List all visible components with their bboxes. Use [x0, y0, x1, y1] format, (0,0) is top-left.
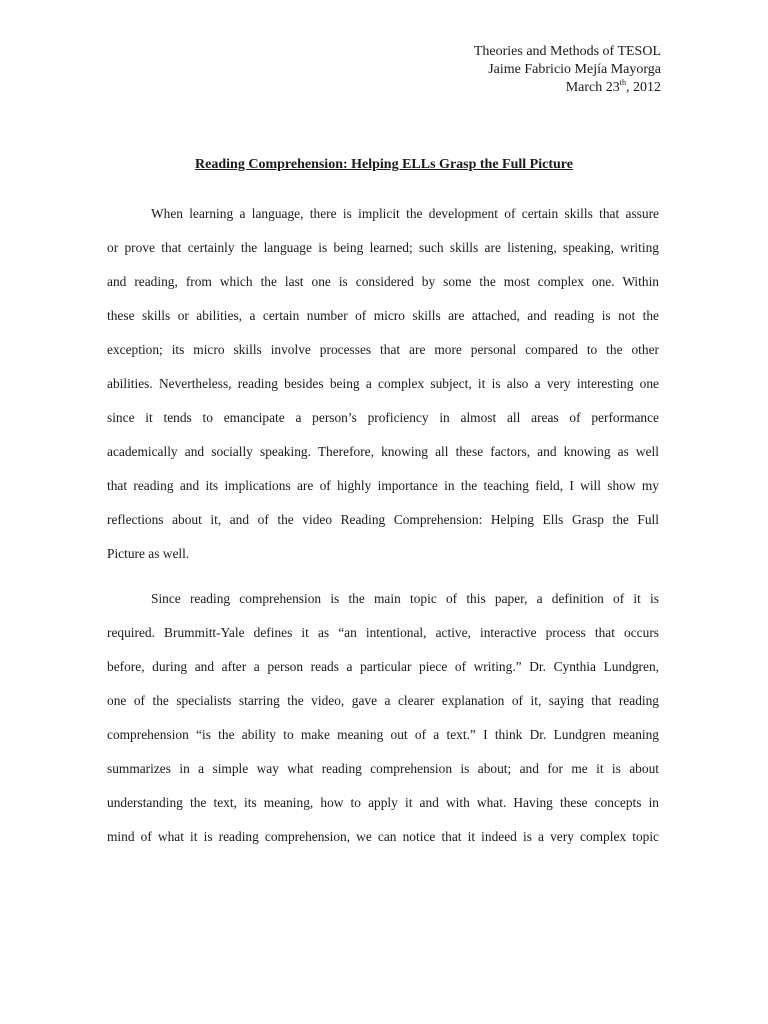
paragraph-line: that reading and its implications are of highly importance in the teaching field, I will show my — [107, 478, 659, 493]
paragraph-line: abilities. Nevertheless, reading besides being a complex subject, it is also a very interesting one — [107, 376, 659, 391]
paragraph-line: Since reading comprehension is the main topic of this paper, a definition of it is — [151, 591, 659, 606]
paragraph-line: comprehension “is the ability to make meaning out of a text.” I think Dr. Lundgren meaning — [107, 727, 659, 742]
paragraph-line: When learning a language, there is implicit the development of certain skills that assure — [151, 206, 659, 221]
paragraph-line: since it tends to emancipate a person’s proficiency in almost all areas of performance — [107, 410, 659, 425]
date-year: , 2012 — [626, 80, 661, 95]
paragraph-line: these skills or abilities, a certain number of micro skills are attached, and reading is not the — [107, 308, 659, 323]
paragraph-2 — [107, 582, 659, 854]
paragraph-line: before, during and after a person reads a particular piece of writing.” Dr. Cynthia Lundgren, — [107, 659, 659, 674]
course-name: Theories and Methods of TESOL — [473, 44, 661, 59]
author-name: Jaime Fabricio Mejía Mayorga — [488, 62, 661, 77]
document-date — [474, 79, 661, 97]
paragraph-line: one of the specialists starring the video, gave a clearer explanation of it, saying that reading — [107, 693, 659, 708]
paragraph-line: and reading, from which the last one is considered by some the most complex one. Within — [107, 274, 659, 289]
paragraph-line: understanding the text, its meaning, how to apply it and with what. Having these concepts in — [107, 795, 659, 810]
paragraph-line: academically and socially speaking. Therefore, knowing all these factors, and knowing as well — [107, 444, 659, 459]
paragraph-line: mind of what it is reading comprehension, we can notice that it indeed is a very complex topic — [107, 829, 659, 844]
paragraph-line: Picture as well. — [107, 546, 190, 561]
date-ordinal: th — [619, 78, 626, 87]
header-block — [474, 43, 661, 97]
date-day: March 23 — [565, 80, 620, 95]
page-title: Reading Comprehension: Helping ELLs Grasp the Full Picture — [195, 157, 573, 172]
paragraph-line: reflections about it, and of the video Reading Comprehension: Helping Ells Grasp the Full — [107, 512, 659, 527]
paragraph-line: required. Brummitt-Yale defines it as “an intentional, active, interactive process that occurs — [107, 625, 659, 640]
paragraph-line: summarizes in a simple way what reading comprehension is about; and for me it is about — [107, 761, 659, 776]
paragraph-1 — [107, 197, 659, 571]
paragraph-line: or prove that certainly the language is being learned; such skills are listening, speaking, writing — [107, 240, 659, 255]
paragraph-line: exception; its micro skills involve processes that are more personal compared to the other — [107, 342, 659, 357]
